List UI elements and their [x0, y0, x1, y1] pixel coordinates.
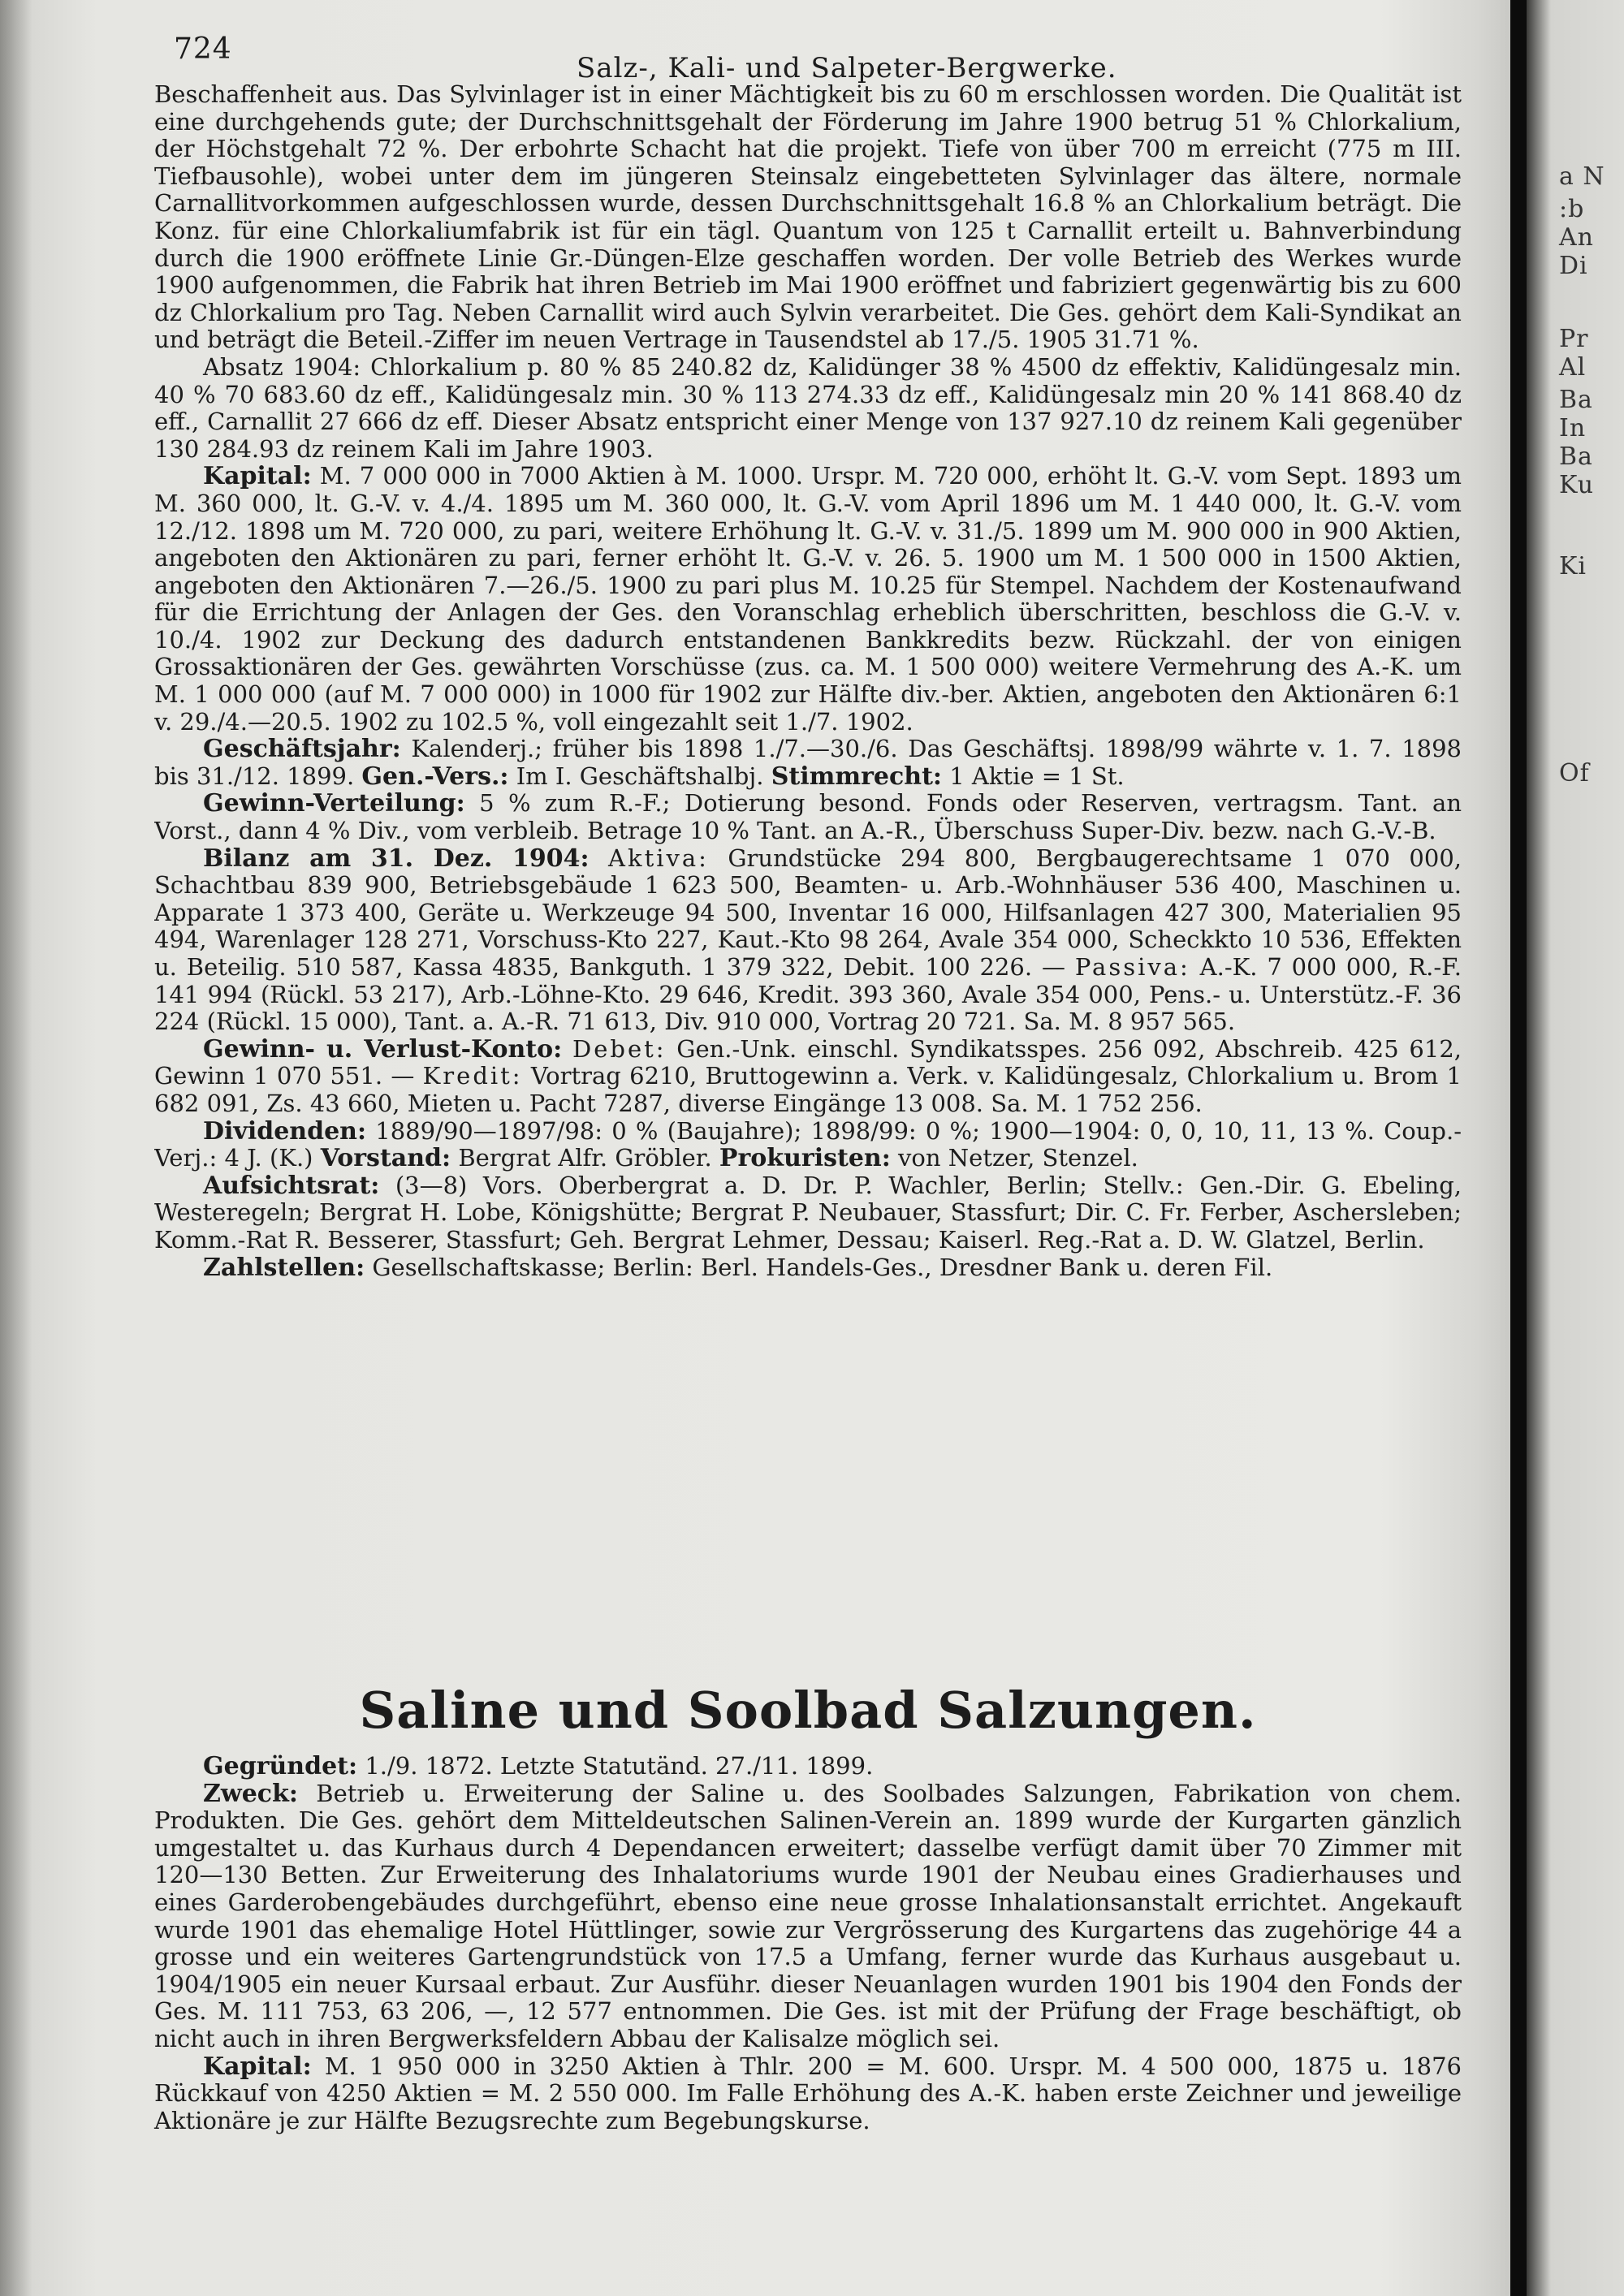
passiva-text: A.-K. 7 000 000, R.-F. 141 994 (Rückl. 53 217), Arb.-Löhne-Kto. 29 646, Kredit. 393 360, Avale 354 000, Pens.- u. Unterstütz.-F. 36 224 (Rückl. 15 000), Tant. a. A.-R. 71 613, Div. 910 000, Vortrag 20 721. Sa. M. 8 957 565.	[154, 953, 1462, 1036]
guv-label: Gewinn- u. Verlust-Konto:	[203, 1034, 563, 1064]
guv-paragraph	[154, 1036, 1462, 1118]
absatz-paragraph	[154, 354, 1462, 463]
adjacent-page-edge	[1527, 0, 1624, 2296]
page-content	[154, 32, 1462, 2134]
zweck-text: Betrieb u. Erweiterung der Saline u. des Soolbades Salzungen, Fabrikation von chem. Produkten. Die Ges. gehört dem Mitteldeutschen Salinen-Verein an. 1899 wurde der Kurgarten gänzlich umgestaltet u. das Kurhaus durch 4 Dependancen erweitert; dasselbe verfügt damit über 70 Zimmer mit 120—130 Betten. Zur Erweiterung des Inhalatoriums wurde 1901 der Neubau eines Gradierhauses und eines Garderobengebäudes durchgeführt, ebenso eine neue grosse Inhalationsanstalt errichtet. Angekauft wurde 1901 das ehemalige Hotel Hüttlinger, sowie zur Vergrösserung des Kurgartens das zugehörige 44 a grosse und ein weiteres Gartengrundstück von 17.5 a Umfang, ferner wurde das Kurhaus ausgebaut u. 1904/1905 ein neuer Kursaal erbaut. Zur Ausführ. dieser Neuanlagen wurden 1901 bis 1904 den Fonds der Ges. M. 111 753, 63 206, —, 12 577 entnommen. Die Ges. ist mit der Prüfung der Frage beschäftigt, ob nicht auch in ihren Bergwerksfeldern Abbau der Kalisalze möglich sei.	[154, 1779, 1462, 2052]
gegruendet-paragraph	[154, 1753, 1462, 1780]
kapital2-label: Kapital:	[203, 2052, 312, 2081]
adjacent-fragment: Of	[1559, 759, 1590, 788]
dividenden-text: 1889/90—1897/98: 0 % (Baujahre); 1898/99: 0 %; 1900—1904: 0, 0, 10, 11, 13 %.	[375, 1116, 1375, 1145]
stimmrecht-label: Stimmrecht:	[771, 762, 943, 791]
kredit-label: Kredit:	[422, 1062, 523, 1090]
debet-text: Gen.-Unk. einschl. Syndikatsspes. 256 092, Abschreib. 425 612, Gewinn 1 070 551. —	[154, 1034, 1462, 1090]
geschaeftsjahr-text: Kalenderj.; früher bis 1898 1./7.—30./6. Das Geschäftsj. 1898/99 währte v. 1. 7. 1898 bis 31./12. 1899.	[154, 735, 1462, 790]
aktiva-text: Grundstücke 294 800, Bergbaugerechtsame 1 070 000, Schachtbau 839 900, Betriebsgebäude 1 623 500, Beamten- u. Arb.-Wohnhäuser 536 400, Maschinen u. Apparate 1 373 400, Geräte u. Werkzeuge 94 500, Inventar 16 000, Hilfsanlagen 427 300, Materialien 95 494, Warenlager 128 271, Vorschuss-Kto 227, Kaut.-Kto 98 264, Avale 354 000, Scheckkto 10 536, Effekten u. Beteilig. 510 587, Kassa 4835, Bankguth. 1 379 322, Debit. 100 226. —	[154, 844, 1462, 981]
genvers-label: Gen.-Vers.:	[361, 762, 509, 791]
adjacent-fragment: In	[1559, 414, 1587, 442]
adjacent-fragment: Ki	[1559, 552, 1587, 580]
passiva-label: Passiva:	[1074, 953, 1190, 981]
gewinnverteilung-text: 5 % zum R.-F.; Dotierung besond. Fonds oder Reserven, vertragsm. Tant. an Vorst., dann 4 % Div., vom verbleib. Betrage 10 % Tant. an A.-R., Überschuss Super-Div. bezw. nach G.-V.-B.	[154, 789, 1462, 845]
geschaeftsjahr-paragraph	[154, 736, 1462, 790]
aktiva-label: Aktiva:	[608, 844, 709, 872]
zahlstellen-paragraph	[154, 1254, 1462, 1282]
debet-label: Debet:	[572, 1034, 667, 1063]
zahlstellen-label: Zahlstellen:	[203, 1253, 365, 1282]
vorstand-text: Bergrat Alfr. Gröbler.	[458, 1144, 712, 1172]
kapital2-paragraph	[154, 2053, 1462, 2135]
page-number: 724	[174, 32, 232, 66]
aufsichtsrat-label: Aufsichtsrat:	[203, 1171, 380, 1200]
kapital2-text: M. 1 950 000 in 3250 Aktien à Thlr. 200 = M. 600. Urspr. M. 4 500 000, 1875 u. 1876 Rückkauf von 4250 Aktien = M. 2 550 000. Im Falle Erhöhung des A.-K. haben erste Zeichner und jeweilige Aktionäre je zur Hälfte Bezugsrechte zum Begebungskurse.	[154, 2052, 1462, 2134]
adjacent-fragment: Al	[1559, 353, 1587, 382]
first-company-entry	[154, 81, 1462, 1656]
dividenden-paragraph	[154, 1118, 1462, 1172]
stimmrecht-text: 1 Aktie = 1 St.	[949, 762, 1125, 790]
page-header	[154, 32, 1462, 84]
bilanz-label: Bilanz am 31. Dez. 1904:	[203, 844, 590, 873]
absatz-text: Absatz 1904: Chlorkalium p. 80 % 85 240.82 dz, Kalidünger 38 % 4500 dz effektiv, Kalidüngesalz min. 40 % 70 683.60 dz eff., Kalidüngesalz min. 30 % 113 274.33 dz eff., Kalidüngesalz min 20 % 141 868.40 dz eff., Carnallit 27 666 dz eff. Dieser Absatz entspricht einer Menge von 137 927.10 dz reinem Kali gegenüber 130 284.93 dz reinem Kali im Jahre 1903.	[154, 352, 1462, 463]
genvers-text: Im I. Geschäftshalbj.	[516, 762, 764, 790]
gewinnverteilung-paragraph	[154, 790, 1462, 844]
gegruendet-text: 1./9. 1872. Letzte Statutänd. 27./11. 1899.	[365, 1752, 874, 1780]
adjacent-fragment: Ba	[1559, 386, 1593, 414]
adjacent-fragment: a N	[1559, 162, 1605, 191]
vorstand-label: Vorstand:	[320, 1144, 451, 1173]
running-title: Salz-, Kali- und Salpeter-Bergwerke.	[577, 52, 1117, 84]
prokuristen-label: Prokuristen:	[719, 1144, 891, 1173]
prokuristen-text: von Netzer, Stenzel.	[898, 1144, 1138, 1172]
zahlstellen-text: Gesellschaftskasse; Berlin: Berl. Handels-Ges., Dresdner Bank u. deren Fil.	[372, 1253, 1273, 1281]
company-title: Saline und Soolbad Salzungen.	[359, 1681, 1257, 1740]
zweck-paragraph	[154, 1780, 1462, 2053]
kredit-text: Vortrag 6210, Bruttogewinn a. Verk. v. Kalidüngesalz, Chlorkalium u. Brom 1 682 091, Zs. 43 660, Mieten u. Pacht 7287, diverse Eingänge 13 008. Sa. M. 1 752 256.	[154, 1062, 1462, 1117]
bilanz-paragraph	[154, 845, 1462, 1036]
coupon-text: Coup.-Verj.: 4 J. (K.)	[154, 1116, 1462, 1172]
kapital-text: M. 7 000 000 in 7000 Aktien à M. 1000. Urspr. M. 720 000, erhöht lt. G.-V. vom Sept. 1893 um M. 360 000, lt. G.-V. v. 4./4. 1895 um M. 360 000, lt. G.-V. vom April 1896 um M. 1 440 000, lt. G.-V. vom 12./12. 1898 um M. 720 000, zu pari, weitere Erhöhung lt. G.-V. v. 31./5. 1899 um M. 900 000 in 900 Aktien, angeboten den Aktionären zu pari, ferner erhöht lt. G.-V. v. 26. 5. 1900 um M. 1 500 000 in 1500 Aktien, angeboten den Aktionären 7.—26./5. 1900 zu pari plus M. 10.25 für Stempel. Nachdem der Kostenaufwand für die Errichtung der Anlagen der Ges. den Voranschlag erheblich überschritten, beschloss die G.-V. v. 10./4. 1902 zur Deckung des dadurch entstandenen Bankkredits bezw. Rückzahl. der von einigen Grossaktionären der Ges. gewährten Vorschüsse (zus. ca. M. 1 500 000) weitere Vermehrung des A.-K. um M. 1 000 000 (auf M. 7 000 000) in 1000 für 1902 zur Hälfte div.-ber. Aktien, angeboten den Aktionären 6:1 v. 29./4.—20.5. 1902 zu 102.5 %, voll eingezahlt seit 1./7. 1902.	[154, 462, 1462, 736]
gewinnverteilung-label: Gewinn-Verteilung:	[203, 789, 465, 818]
adjacent-fragment: Ku	[1559, 471, 1595, 499]
adjacent-fragment: :b	[1559, 195, 1585, 223]
adjacent-fragment: Pr	[1559, 325, 1589, 353]
aufsichtsrat-text: (3—8) Vors. Oberbergrat a. D. Dr. P. Wachler, Berlin; Stellv.: Gen.-Dir. G. Ebeling, Westeregeln; Bergrat H. Lobe, Königshütte; Bergrat P. Neubauer, Stassfurt; Dir. C. Fr. Ferber, Aschersleben; Komm.-Rat R. Besserer, Stassfurt; Geh. Bergrat Lehmer, Dessau; Kaiserl. Reg.-Rat a. D. W. Glatzel, Berlin.	[154, 1171, 1462, 1254]
zweck-label: Zweck:	[203, 1779, 298, 1808]
page-gutter	[1510, 0, 1527, 2296]
adjacent-fragment: An	[1559, 223, 1594, 252]
dividenden-label: Dividenden:	[203, 1116, 367, 1146]
intro-text: Beschaffenheit aus. Das Sylvinlager ist in einer Mächtigkeit bis zu 60 m erschlossen worden. Die Qualität ist eine durchgehends gute; der Durchschnittsgehalt der Förderung im Jahre 1900 betrug 51 % Chlorkalium, der Höchstgehalt 72 %. Der erbohrte Schacht hat die projekt. Tiefe von über 700 m erreicht (775 m III. Tiefbausohle), wobei unter dem im jüngeren Steinsalz eingebetteten Sylvinlager das ältere, normale Carnallitvorkommen aufgeschlossen wurde, dessen Durchschnittsgehalt 16.8 % an Chlorkalium beträgt. Die Konz. für eine Chlorkaliumfabrik ist für ein tägl. Quantum von 125 t Carnallit erteilt u. Bahnverbindung durch die 1900 eröffnete Linie Gr.-Düngen-Elze geschaffen worden. Der volle Betrieb des Werkes wurde 1900 aufgenommen, die Fabrik hat ihren Betrieb im Mai 1900 eröffnet und fabriziert gegenwärtig bis zu 600 dz Chlorkalium pro Tag. Neben Carnallit wird auch Sylvin verarbeitet. Die Ges. gehört dem Kali-Syndikat an und beträgt die Beteil.-Ziffer im neuen Vertrage in Tausendstel ab 17./5. 1905 31.71 %.	[154, 81, 1462, 354]
kapital-label: Kapital:	[203, 462, 312, 491]
geschaeftsjahr-label: Geschäftsjahr:	[203, 735, 401, 764]
adjacent-fragment: Di	[1559, 252, 1588, 280]
gegruendet-label: Gegründet:	[203, 1752, 358, 1780]
adjacent-fragment: Ba	[1559, 442, 1593, 471]
kapital-paragraph	[154, 463, 1462, 736]
second-company-entry	[154, 1753, 1462, 2134]
aufsichtsrat-paragraph	[154, 1172, 1462, 1254]
entry-intro-paragraph	[154, 81, 1462, 354]
